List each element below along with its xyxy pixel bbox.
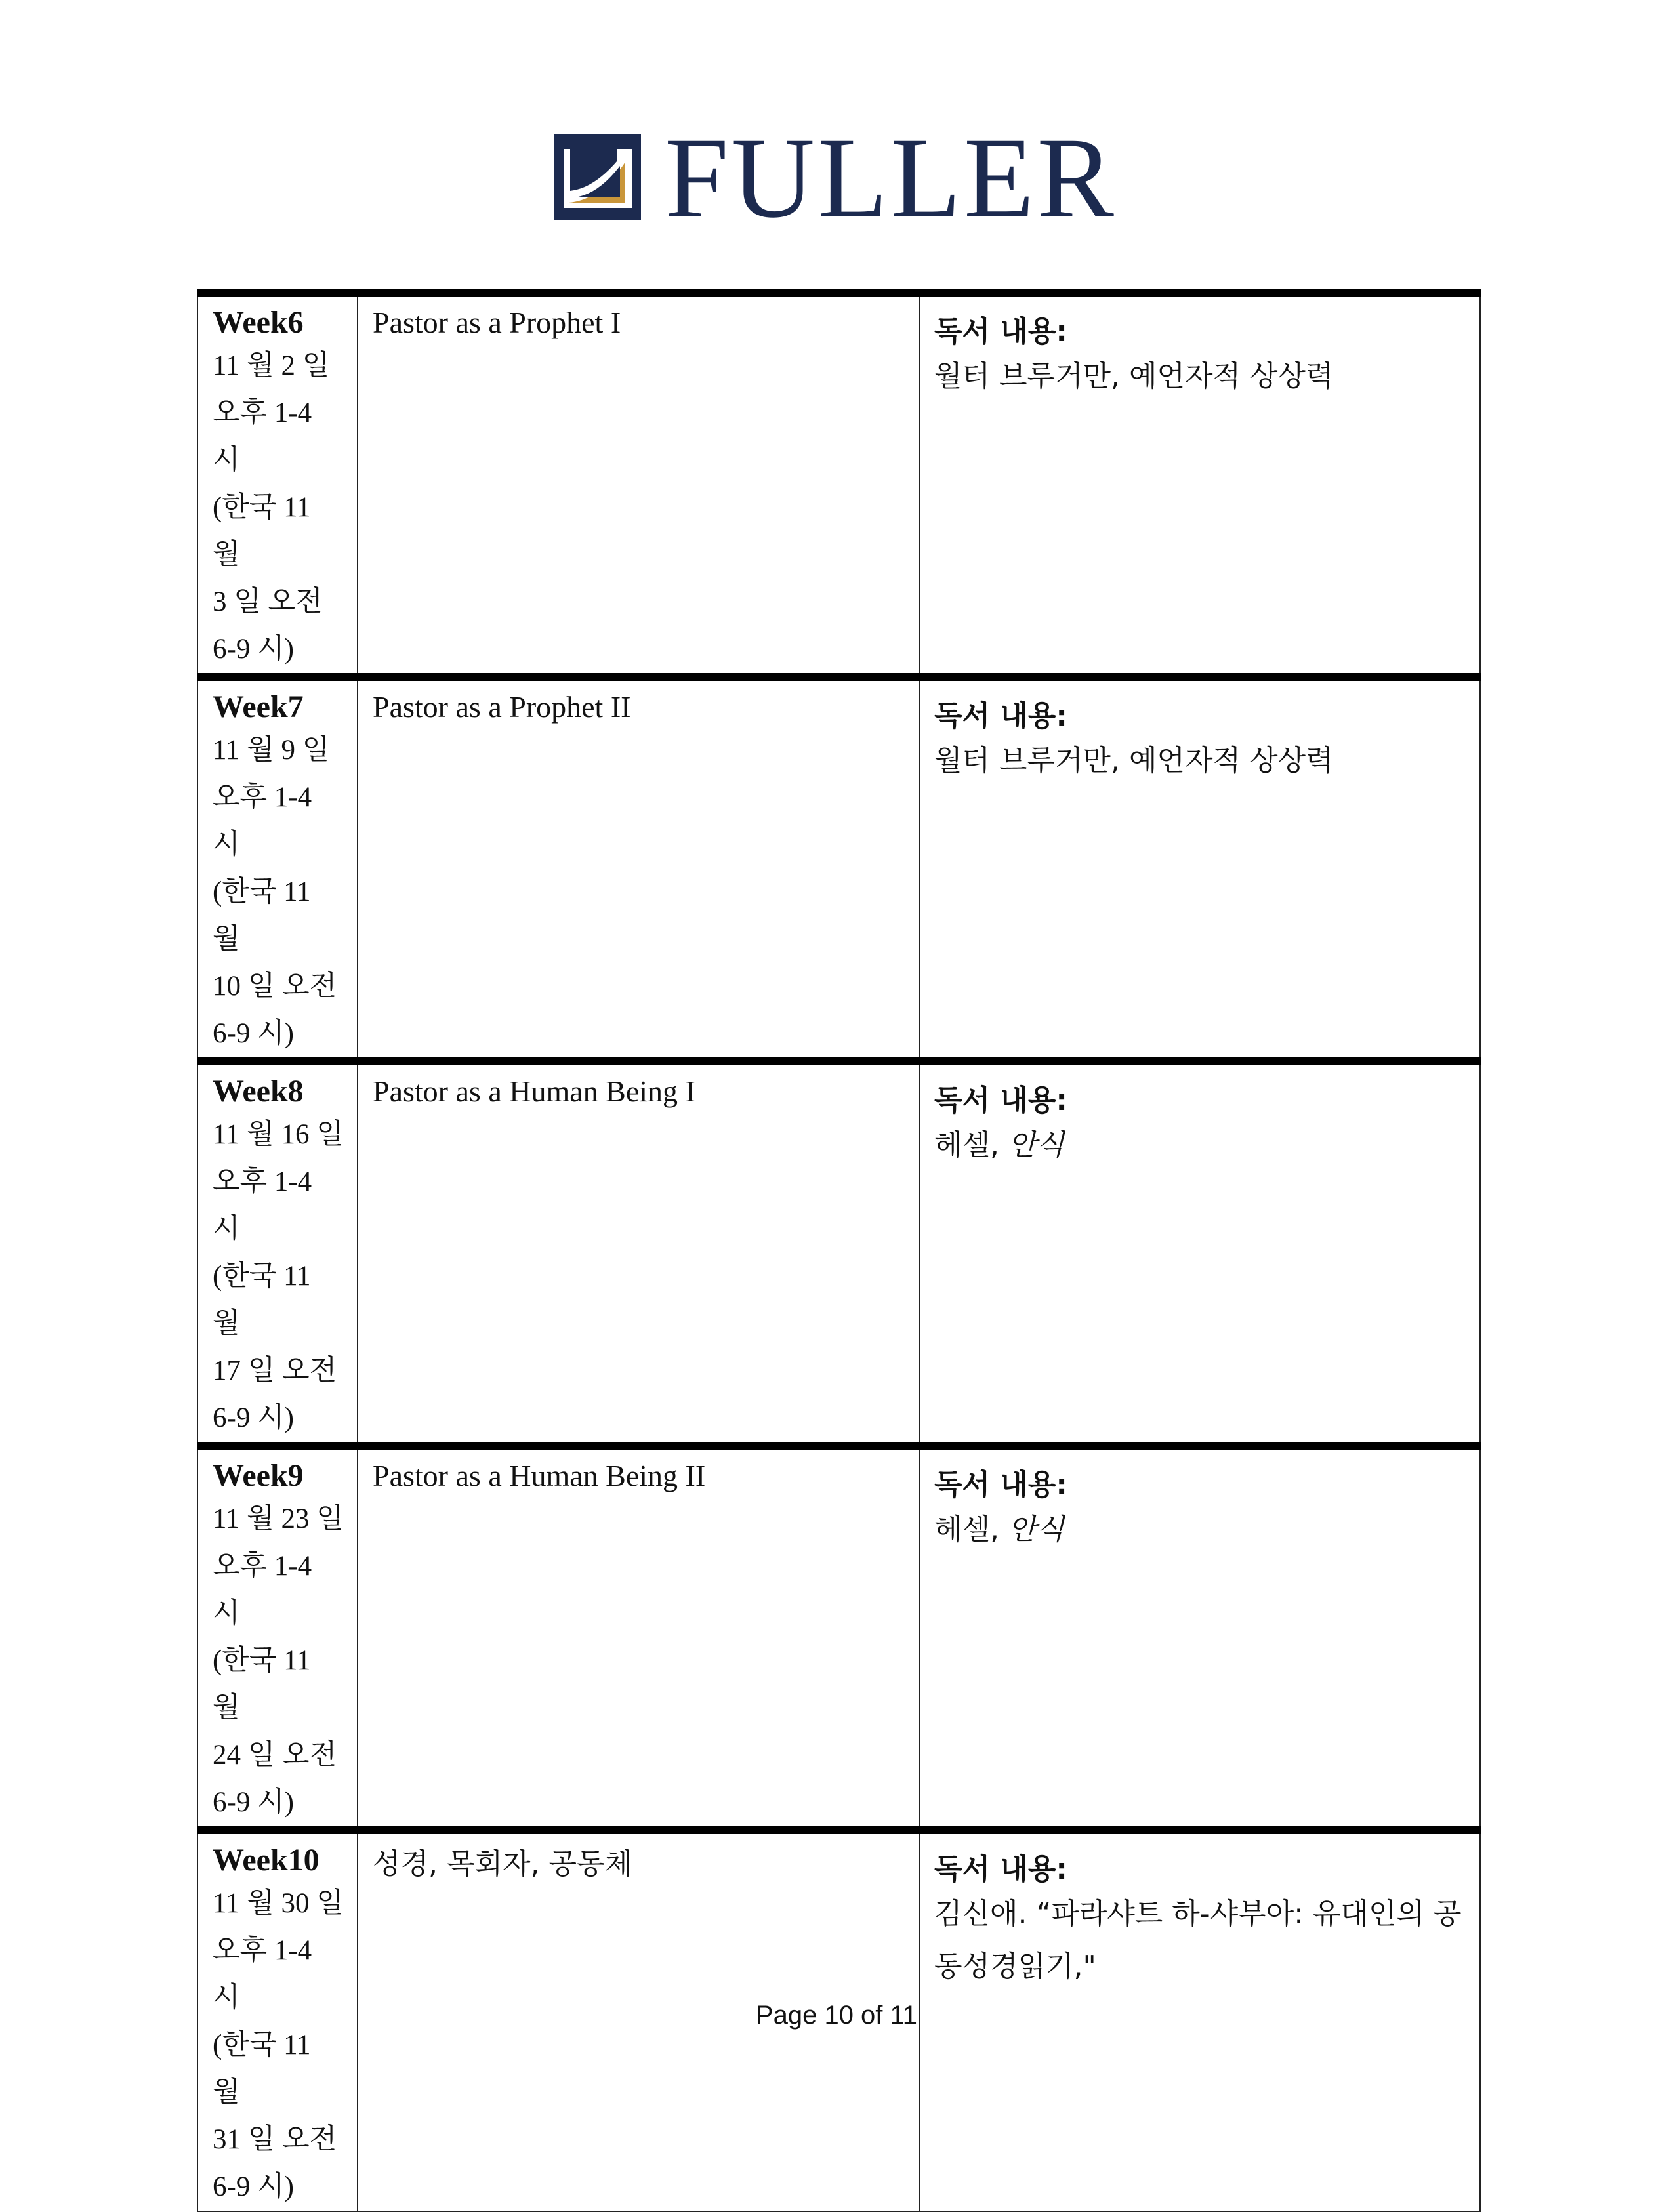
date-line: 11 월 2 일 [213, 350, 330, 381]
time-line: 오후 1-4 시 [213, 398, 312, 476]
week-date [213, 1880, 344, 2211]
reading-text [934, 1888, 1466, 1993]
reading-cell [919, 677, 1480, 1061]
reading-prefix: 월터 브루거만, 예언자적 상상력 [934, 359, 1334, 393]
fuller-wordmark: FULLER [665, 114, 1117, 242]
reading-heading: 독서 내용: [934, 1853, 1067, 1886]
korea-time-line: 6-9 시) [213, 1018, 294, 1049]
reading-cell [919, 293, 1480, 677]
korea-day-line: 17 일 오전 [213, 1355, 337, 1386]
week-label: Week8 [213, 1074, 304, 1109]
week-date [213, 727, 344, 1057]
topic-title: 성경, 목회자, 공동체 [373, 1847, 632, 1881]
table-row [197, 1061, 1480, 1446]
reading-title-italic: 안식 [1008, 1513, 1064, 1546]
reading-heading: 독서 내용: [934, 315, 1067, 348]
time-line: 오후 1-4 시 [213, 1166, 312, 1244]
week-label: Week6 [213, 305, 304, 340]
table-row [197, 1446, 1480, 1830]
reading-prefix: 김신애. “파라샤트 하-샤부아: 유대인의 공동성경읽기," [934, 1897, 1462, 1983]
week-date [213, 1111, 344, 1442]
reading-prefix: 헤셀, [934, 1128, 1008, 1162]
course-schedule-table [197, 289, 1481, 2212]
week-cell [197, 293, 358, 677]
korea-day-line: 3 일 오전 [213, 586, 323, 617]
reading-heading: 독서 내용: [934, 1468, 1067, 1502]
korea-time-line: 6-9 시) [213, 634, 294, 665]
time-line: 오후 1-4 시 [213, 782, 312, 860]
reading-text [934, 735, 1466, 787]
week-label: Week9 [213, 1458, 304, 1493]
topic-title: Pastor as a Human Being I [373, 1075, 695, 1108]
korea-date-line: (한국 11 월 [213, 876, 311, 954]
reading-text [934, 1504, 1466, 1556]
topic-cell [358, 677, 919, 1061]
korea-time-line: 6-9 시) [213, 1403, 294, 1433]
topic-cell [358, 293, 919, 677]
korea-time-line: 6-9 시) [213, 1787, 294, 1818]
topic-cell [358, 1061, 919, 1446]
reading-text [934, 350, 1466, 403]
week-cell [197, 677, 358, 1061]
week-cell [197, 1061, 358, 1446]
fuller-logo [554, 114, 1119, 242]
korea-day-line: 24 일 오전 [213, 1740, 337, 1771]
reading-text [934, 1119, 1466, 1172]
date-line: 11 월 23 일 [213, 1504, 344, 1534]
week-label: Week10 [213, 1843, 320, 1877]
reading-heading: 독서 내용: [934, 699, 1067, 733]
date-line: 11 월 9 일 [213, 735, 330, 766]
date-line: 11 월 16 일 [213, 1119, 344, 1150]
reading-title-italic: 안식 [1008, 1128, 1064, 1162]
week-date [213, 342, 344, 673]
korea-time-line: 6-9 시) [213, 2171, 294, 2202]
reading-cell [919, 1061, 1480, 1446]
fuller-logo-mark-icon [554, 134, 641, 220]
table-row [197, 677, 1480, 1061]
time-line: 오후 1-4 시 [213, 1551, 312, 1629]
korea-date-line: (한국 11 월 [213, 492, 311, 570]
reading-cell [919, 1446, 1480, 1830]
topic-cell [358, 1446, 919, 1830]
korea-day-line: 31 일 오전 [213, 2124, 337, 2155]
topic-title: Pastor as a Human Being II [373, 1459, 706, 1492]
date-line: 11 월 30 일 [213, 1888, 344, 1919]
week-label: Week7 [213, 689, 304, 724]
week-date [213, 1496, 344, 1826]
time-line: 오후 1-4 시 [213, 1935, 312, 2013]
korea-day-line: 10 일 오전 [213, 971, 337, 1002]
table-row [197, 293, 1480, 677]
korea-date-line: (한국 11 월 [213, 2030, 311, 2108]
week-cell [197, 1446, 358, 1830]
reading-heading: 독서 내용: [934, 1084, 1067, 1117]
topic-title: Pastor as a Prophet I [373, 306, 621, 339]
reading-prefix: 월터 브루거만, 예언자적 상상력 [934, 744, 1334, 777]
reading-prefix: 헤셀, [934, 1513, 1008, 1546]
page-number: Page 10 of 11 [755, 2001, 918, 2030]
korea-date-line: (한국 11 월 [213, 1645, 311, 1723]
korea-date-line: (한국 11 월 [213, 1261, 311, 1339]
topic-title: Pastor as a Prophet II [373, 690, 631, 724]
